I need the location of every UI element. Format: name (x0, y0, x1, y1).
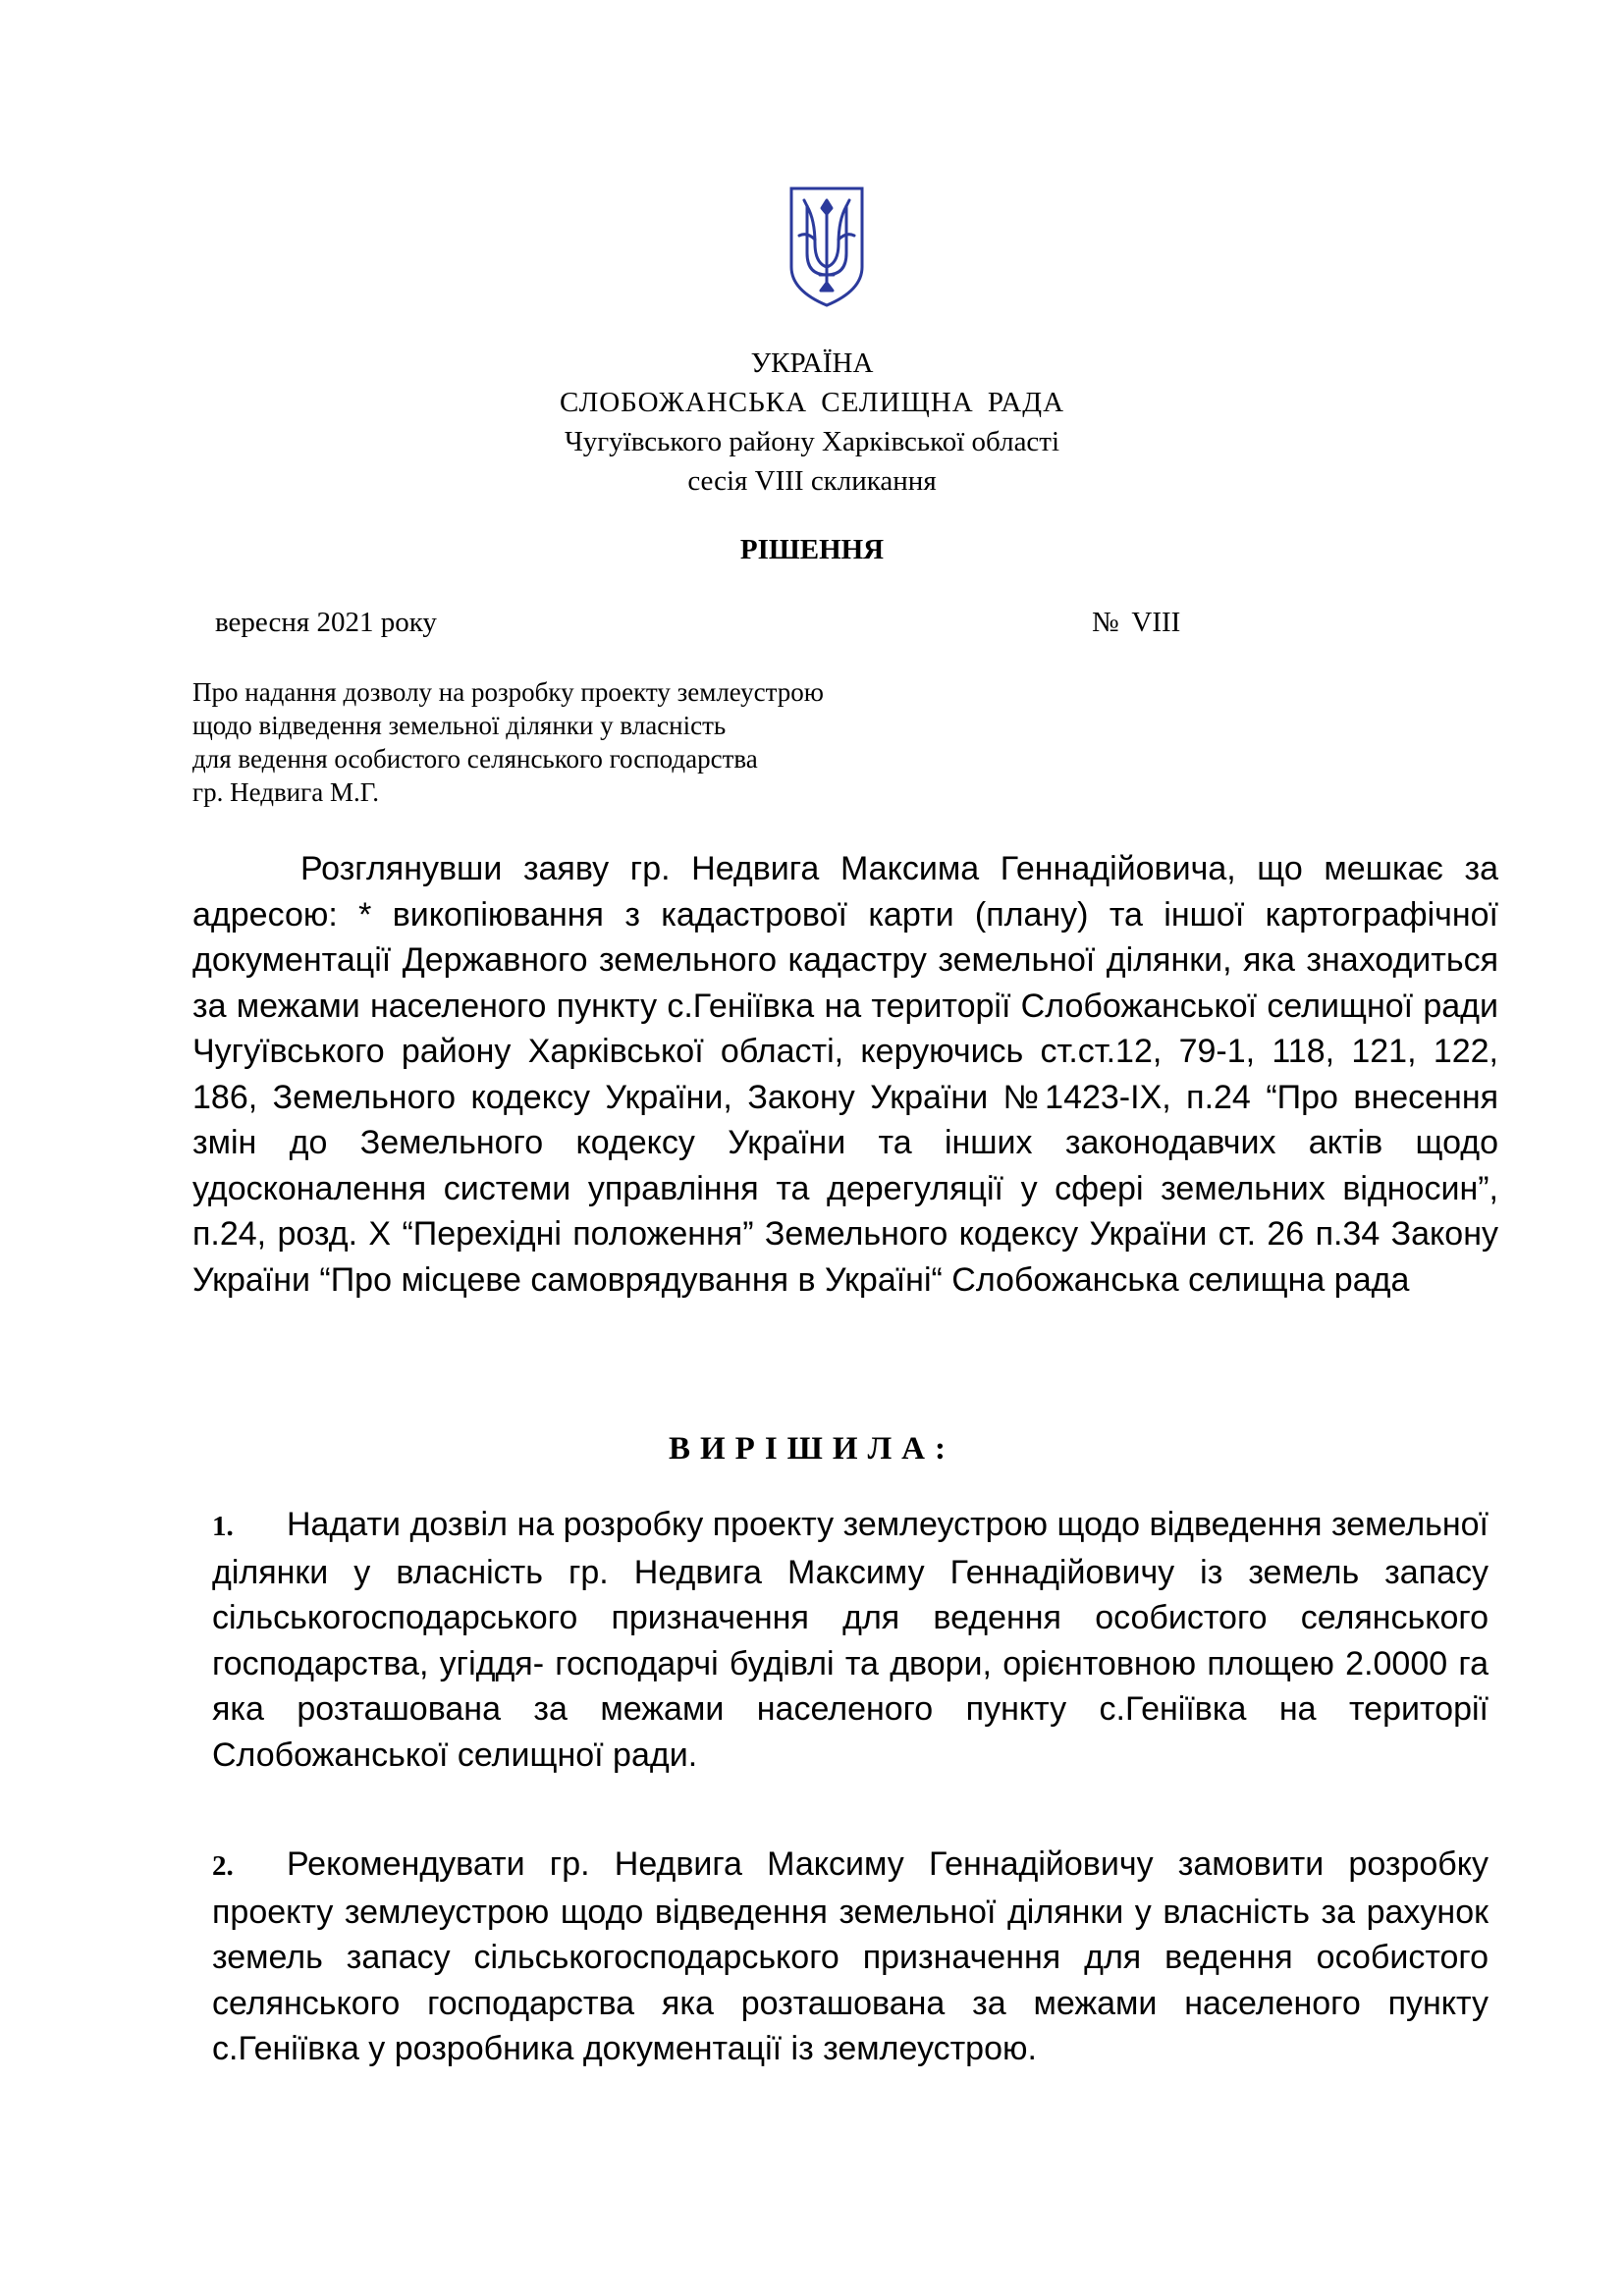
decision-date: вересня 2021 року (215, 607, 437, 638)
resolution-item (212, 1502, 1489, 1778)
trident-icon (787, 185, 866, 309)
subject-line: для ведення особистого селянського господарства (192, 744, 758, 774)
council-name: СЛОБОЖАНСЬКА СЕЛИЩНА РАДА (559, 387, 1065, 418)
preamble-paragraph: Розглянувши заяву гр. Недвига Максима Геннадійовича, що мешкає за адресою: * викопіювання з кадастрової карти (плану) та іншої картографічної документації Державного земельного кадастру земельної ділянки, яка знаходиться за межами населеного пункту с.Геніївка на території Слобожанської селищної ради Чугуївського району Харківської області, керуючись ст.ст.12, 79-1, 118, 121, 122, 186, Земельного кодексу України, Закону України №1423-IX, п.24 “Про внесення змін до Земельного кодексу України та інших законодавчих актів щодо удосконалення системи управління та дерегуляції у сфері земельних відносин”, п.24, розд. Х “Перехідні положення” Земельного кодексу України ст. 26 п.34 Закону України “Про місцеве самоврядування в Україні“ Слобожанська селищна рада (192, 850, 1498, 1299)
subject-line: гр. Недвига М.Г. (192, 777, 380, 807)
resolved-heading: ВИРІШИЛА: (669, 1431, 955, 1467)
item-number: 2. (212, 1850, 234, 1882)
country-name: УКРАЇНА (750, 347, 874, 379)
item-text: Надати дозвіл на розробку проекту землеустрою щодо відведення земельної ділянки у власність гр. Недвига Максиму Геннадійовичу із земель запасу сільськогосподарського призначення для ведення особистого селянського господарства, угіддя- господарчі будівлі та двори, орієнтовною площею 2.0000 га яка розташована за межами населеного пункту с.Геніївка на території Слобожанської селищної ради. (212, 1506, 1489, 1774)
session-name: сесія VIII скликання (687, 465, 937, 497)
item-text: Рекомендувати гр. Недвига Максиму Геннадійовичу замовити розробку проекту землеустрою щодо відведення земельної ділянки у власність за рахунок земель запасу сільськогосподарського призначення для ведення особистого селянського господарства яка розташована за межами населеного пункту с.Геніївка у розробника документації із землеустрою. (212, 1845, 1489, 2067)
resolution-item (212, 1842, 1489, 2072)
subject-line: Про надання дозволу на розробку проекту землеустрою (192, 677, 824, 707)
subject-line: щодо відведення земельної ділянки у власність (192, 711, 727, 740)
item-number: 1. (212, 1511, 234, 1542)
document-title: РІШЕННЯ (739, 534, 885, 565)
decision-number: № VIII (1092, 607, 1181, 638)
district-name: Чугуївського району Харківської області (564, 426, 1060, 457)
decision-subject (192, 675, 1076, 809)
